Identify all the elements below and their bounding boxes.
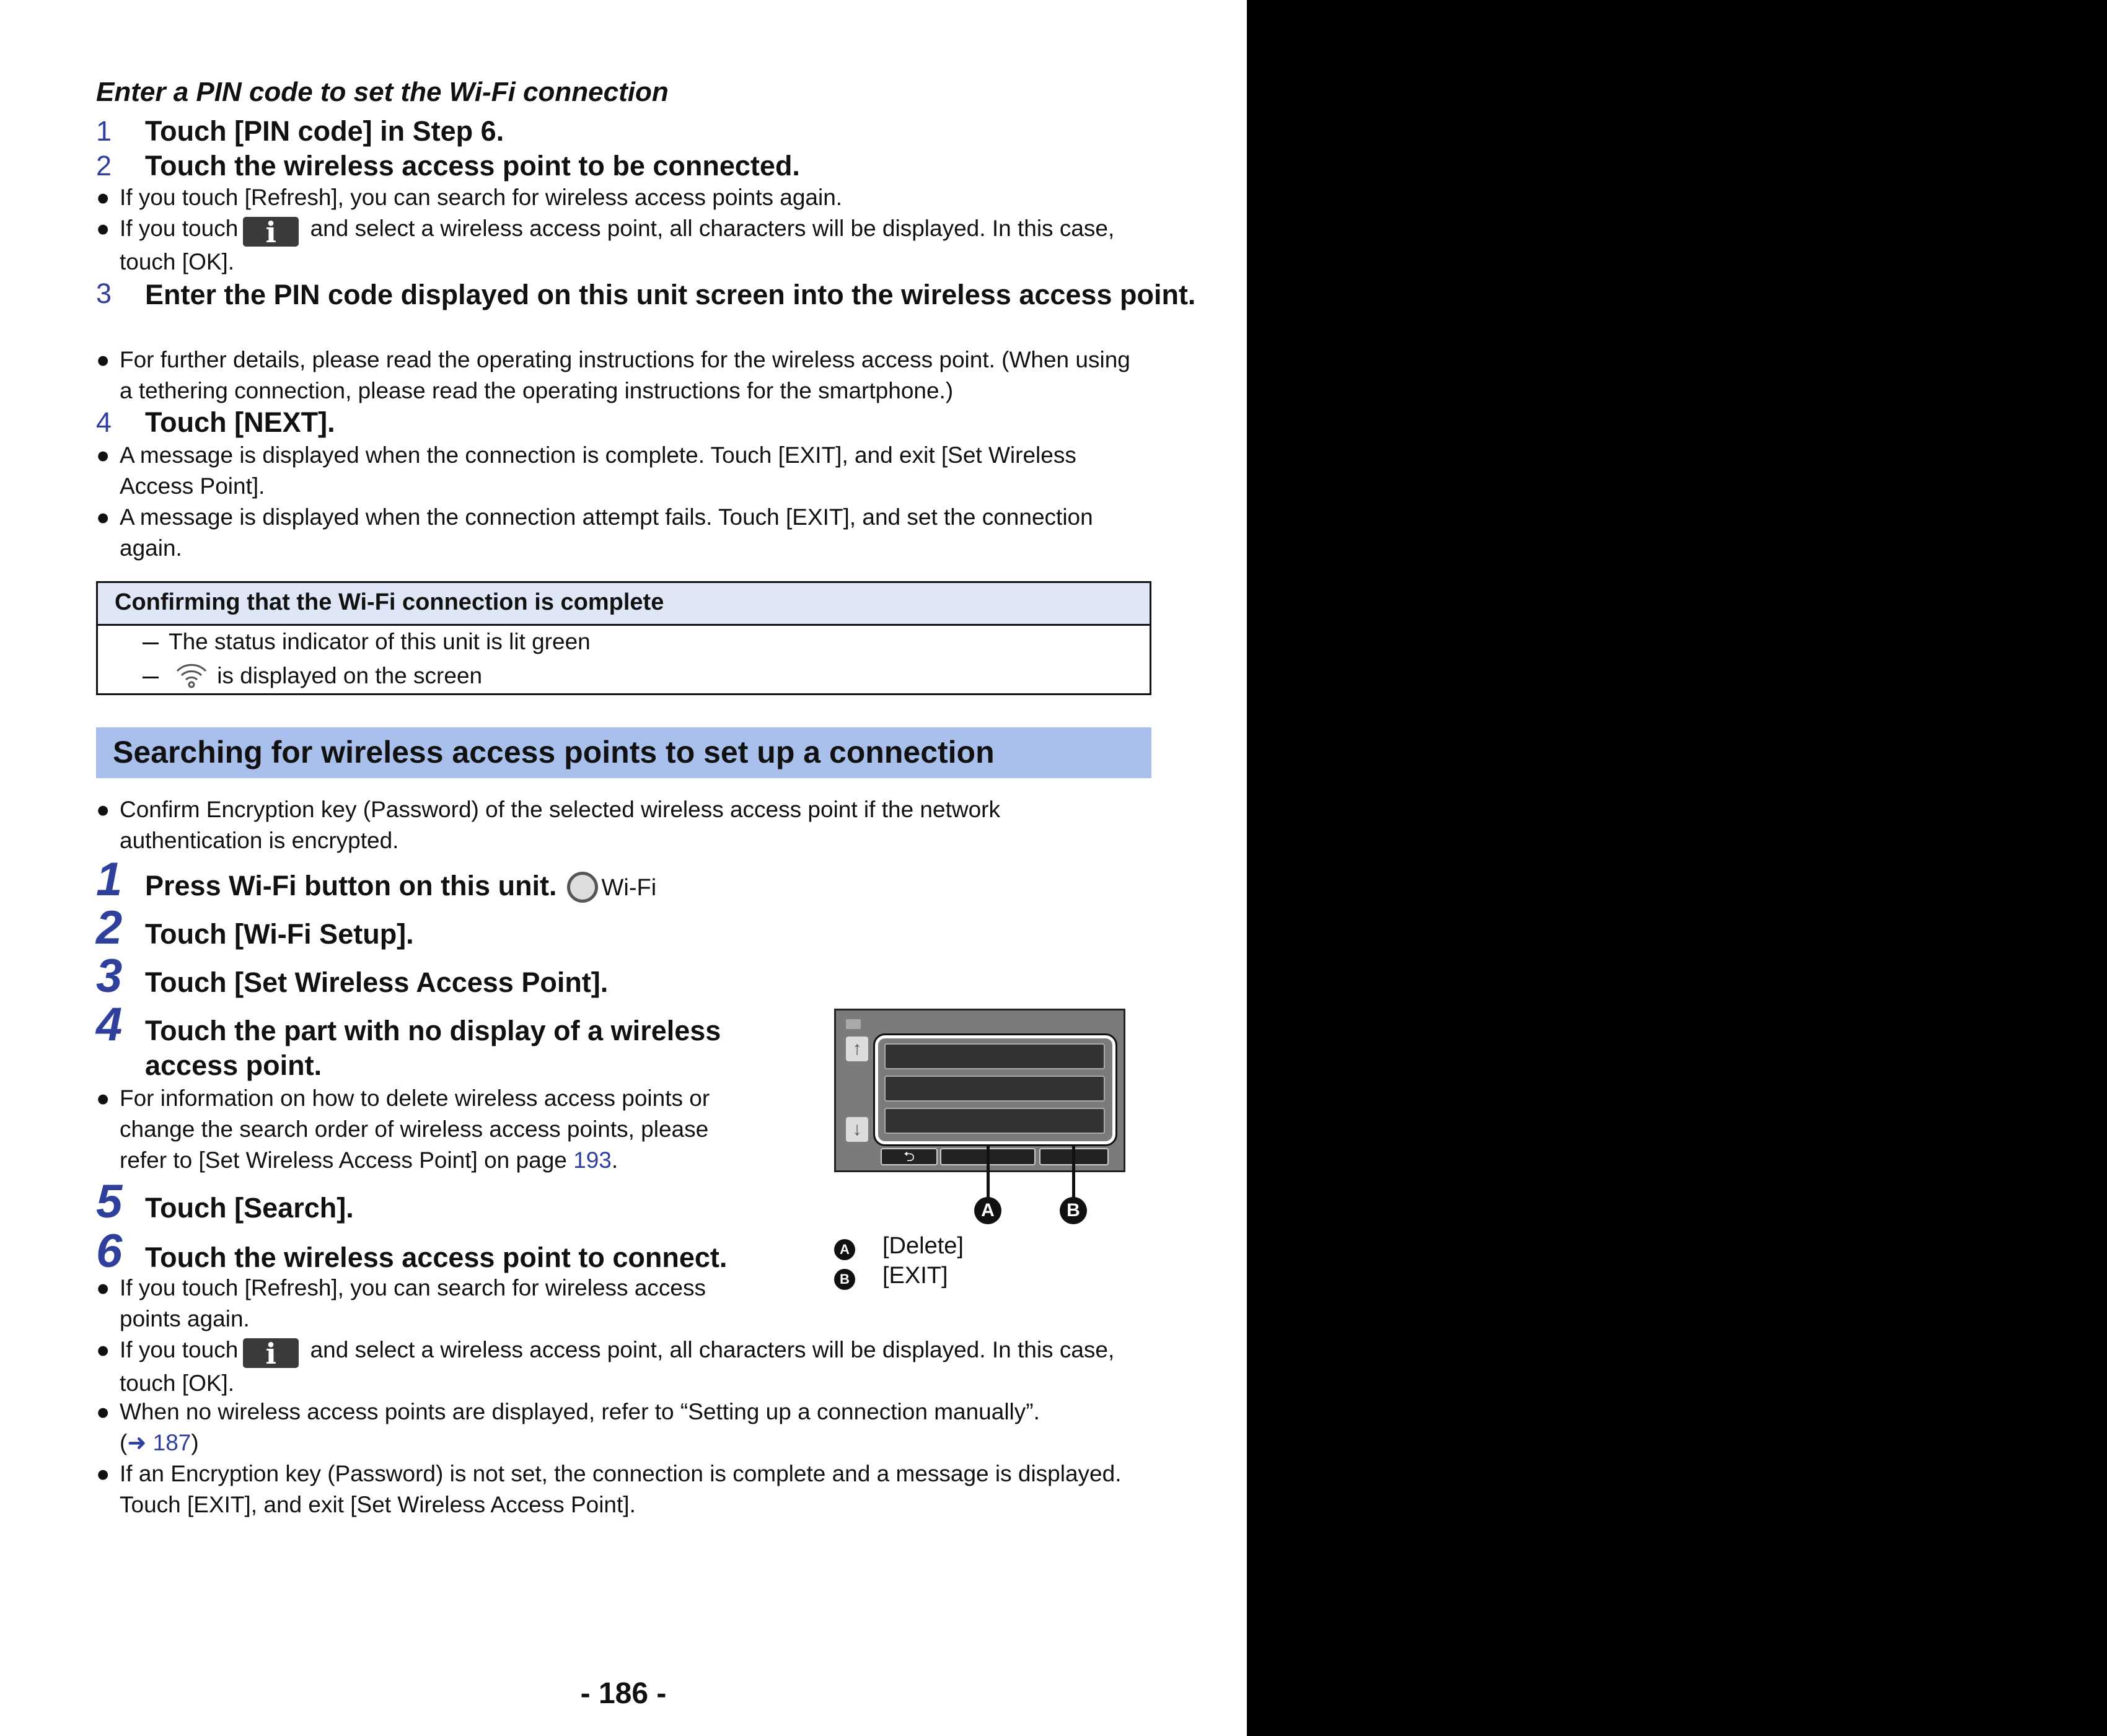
back-button: ⮌ bbox=[881, 1148, 938, 1165]
bullet-dot: ● bbox=[96, 1275, 110, 1300]
bullet-text: A message is displayed when the connection attempt fails. Touch [EXIT], and set the connection again. bbox=[120, 504, 1093, 561]
step-text: Touch [NEXT]. bbox=[145, 406, 335, 438]
step-number: 3 bbox=[96, 278, 112, 309]
step-number: 2 bbox=[96, 901, 123, 954]
bullet-text: For further details, please read the operating instructions for the wireless access point. (When using a tethering connection, please read the operating instructions for the smartphone.) bbox=[120, 347, 1130, 403]
step-text: Enter the PIN code displayed on this unit screen into the wireless access point. bbox=[145, 279, 1196, 310]
bullet-dot: ● bbox=[96, 347, 110, 372]
step-text-line2: access point. bbox=[145, 1050, 322, 1081]
bullet-dot: ● bbox=[96, 185, 110, 210]
step-text: Touch [Search]. bbox=[145, 1192, 354, 1224]
dash bbox=[143, 642, 159, 644]
step-text: Press Wi-Fi button on this unit. bbox=[145, 870, 557, 901]
bullet-text: A message is displayed when the connection is complete. Touch [EXIT], and exit [Set Wireless Access Point]. bbox=[120, 442, 1076, 499]
step-number: 2 bbox=[96, 150, 112, 182]
scroll-up-icon: ↑ bbox=[846, 1037, 868, 1061]
manual-page: Enter a PIN code to set the Wi-Fi connection 1 Touch [PIN code] in Step 6. 2 Touch the wireless access point to be connected. ● If you touch [Refresh], you can search for wireless access points again. ● If you touch i and select a wireless access point, all characters will be displayed. In this case, touch [OK]. 3 Enter the PIN code displayed on this unit screen into the wireless access point. ● For further details, please read the operating instructions for the wireless access point. (When using a tethering connection, please read the operating instructions for the smartphone.) 4 Touch [NEXT]. ● A message is displayed when the connection is complete. Touch [EXIT], and exit [Set Wireless Access Point]. ● A message is displayed when the connection attempt fails. Touch [EXIT], and set the connection again. Confirming that the Wi-Fi connection is complete The status indicator of this unit is lit green is displayed on the screen Searching for wireless access points to set up a connection ● Confirm Encryption key (Password) of the selected wireless access point if the network authentication is encrypted. 1 Press Wi-Fi button on this unit. Wi-Fi 2 Touch [Wi-Fi Setup]. 3 Touch [Set Wireless Access Point]. 4 Touch the part with no display of a wireless access point. ● For information on how to delete wireless access points or change the search order of wireless access points, please refer to [Set Wireless Access Point] on page 193. 5 Touch [Search]. 6 Touch the wireless access point to connect. ● If you touch [Refresh], you can search for wireless access points again. ● If you touch i and select a wireless access point, all characters will be displayed. In this case, touch [OK]. ● When no wireless access points are displayed, refer to “Setting up a connection manually”. (➜ 187) ● If an Encryption key (Password) is not set, the connection is complete and a message is displayed. Touch [EXIT], and exit [Set Wireless Access Point]. ↑ ↓ ⮌ A B A [Delete] B [EXIT] - 186 - bbox=[0, 0, 1247, 1736]
bullet-dot: ● bbox=[96, 1337, 110, 1362]
bullet-text: For information on how to delete wireless access points or change the search order of wireless access points, please refer to [Set Wireless Access Point] on page bbox=[120, 1085, 710, 1173]
step-number: 4 bbox=[96, 998, 123, 1051]
step-text: Touch the wireless access point to be connected. bbox=[145, 150, 800, 182]
bullet-dot: ● bbox=[96, 1461, 110, 1486]
bullet-text: If an Encryption key (Password) is not set, the connection is complete and a message is displayed. Touch [EXIT], and exit [Set Wireless Access Point]. bbox=[120, 1461, 1122, 1517]
access-point-slot bbox=[884, 1076, 1105, 1102]
callout-line-b bbox=[1072, 1146, 1075, 1202]
bullet-text: When no wireless access points are displayed, refer to “Setting up a connection manually”. bbox=[120, 1399, 1040, 1424]
wifi-mode-icon bbox=[846, 1019, 861, 1029]
bullet-dot: ● bbox=[96, 1085, 110, 1111]
bullet-text: If you touch [Refresh], you can search for wireless access points again. bbox=[120, 1275, 706, 1331]
step-text: Touch [Set Wireless Access Point]. bbox=[145, 967, 609, 998]
page-link-193[interactable]: 193 bbox=[573, 1147, 612, 1173]
access-point-slot bbox=[884, 1043, 1105, 1069]
callout-line-a bbox=[987, 1146, 990, 1202]
legend-b bbox=[834, 1263, 948, 1292]
step-number: 3 bbox=[96, 950, 123, 1002]
bullet-text-before: If you touch bbox=[120, 1337, 239, 1362]
legend-label: [Delete] bbox=[882, 1233, 964, 1259]
step-number: 5 bbox=[96, 1175, 123, 1228]
confirm-line-status: The status indicator of this unit is lit green bbox=[143, 629, 591, 655]
wifi-icon bbox=[175, 660, 208, 690]
camera-screen-illustration bbox=[834, 1009, 1125, 1172]
legend-marker: A bbox=[834, 1239, 855, 1260]
bullet-text: If you touch [Refresh], you can search for wireless access points again. bbox=[120, 185, 843, 210]
bullet-text: Confirm Encryption key (Password) of the selected wireless access point if the network authentication is encrypted. bbox=[120, 797, 1000, 853]
info-icon: i bbox=[243, 1338, 299, 1368]
access-point-list-frame bbox=[875, 1035, 1115, 1144]
legend-marker: B bbox=[834, 1269, 855, 1290]
access-point-slot bbox=[884, 1108, 1105, 1134]
dash bbox=[143, 677, 159, 678]
page-number: - 186 - bbox=[580, 1677, 667, 1710]
step-number: 6 bbox=[96, 1225, 123, 1278]
wifi-button-icon bbox=[567, 872, 598, 903]
bullet-dot: ● bbox=[96, 1399, 110, 1424]
confirm-box-title: Confirming that the Wi-Fi connection is complete bbox=[98, 583, 1150, 626]
callout-a: A bbox=[974, 1197, 1001, 1224]
confirm-box bbox=[96, 581, 1151, 695]
step-text-line1: Touch the part with no display of a wireless bbox=[145, 1015, 721, 1046]
bullet-text-before: If you touch bbox=[120, 216, 239, 241]
scroll-down-icon: ↓ bbox=[846, 1117, 868, 1142]
bullet-dot: ● bbox=[96, 504, 110, 530]
step-number: 1 bbox=[96, 853, 123, 906]
confirm-line-icon: is displayed on the screen bbox=[143, 660, 482, 690]
callout-b: B bbox=[1060, 1197, 1087, 1224]
step-text: Touch [Wi-Fi Setup]. bbox=[145, 918, 414, 950]
page-link-187[interactable]: ➜ 187 bbox=[127, 1430, 191, 1455]
bullet-text-after: and select a wireless access point, all characters will be displayed. In this case, touch [OK]. bbox=[120, 216, 1115, 274]
legend-label: [EXIT] bbox=[882, 1263, 948, 1289]
bullet-dot: ● bbox=[96, 442, 110, 468]
step-text: Touch the wireless access point to connect. bbox=[145, 1242, 728, 1273]
legend-a bbox=[834, 1233, 964, 1262]
pin-section-heading: Enter a PIN code to set the Wi-Fi connection bbox=[96, 77, 669, 107]
bullet-dot: ● bbox=[96, 216, 110, 241]
bullet-text-after: and select a wireless access point, all characters will be displayed. In this case, touch [OK]. bbox=[120, 1337, 1115, 1396]
black-panel bbox=[1247, 0, 2107, 1736]
step-text: Touch [PIN code] in Step 6. bbox=[145, 115, 504, 147]
wifi-button-label: Wi-Fi bbox=[601, 875, 657, 901]
bullet-dot: ● bbox=[96, 797, 110, 822]
info-icon: i bbox=[243, 217, 299, 247]
step-number: 1 bbox=[96, 115, 112, 147]
step-number: 4 bbox=[96, 406, 112, 438]
search-section-title: Searching for wireless access points to set up a connection bbox=[96, 727, 1151, 778]
